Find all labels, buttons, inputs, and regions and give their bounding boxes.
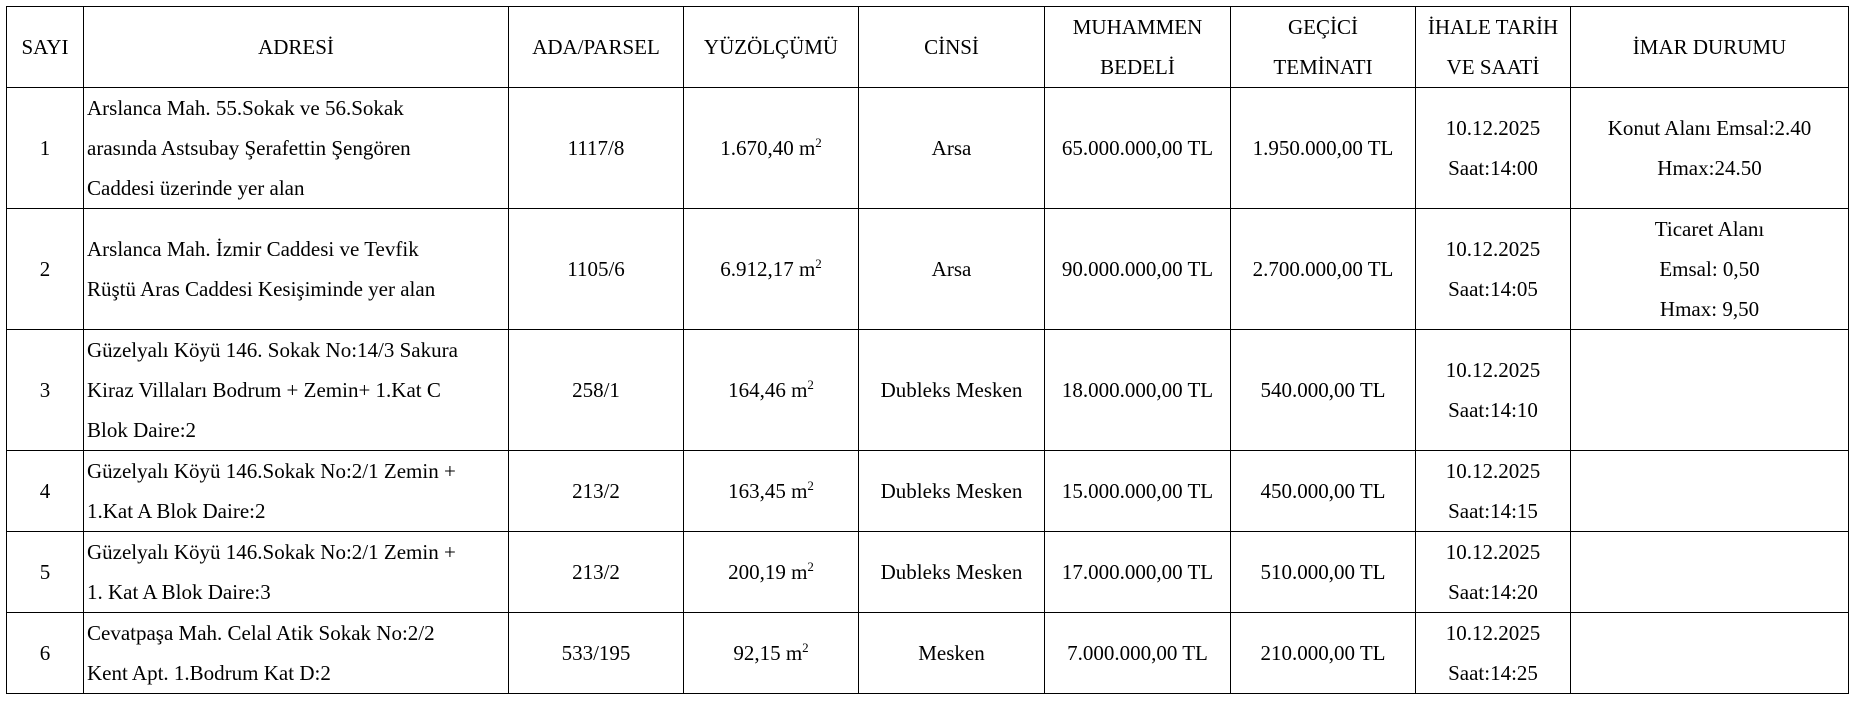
area-unit-exponent: 2 (807, 377, 814, 392)
cell-muhammen (1045, 451, 1231, 532)
adres-line: 1.Kat A Blok Daire:2 (87, 499, 266, 523)
area-unit: m (791, 560, 808, 584)
gecici-value: 510.000,00 TL (1260, 560, 1386, 584)
muhammen-value: 18.000.000,00 TL (1061, 378, 1214, 402)
ada-parsel-value: 213/2 (572, 560, 620, 584)
cinsi-value: Mesken (918, 641, 985, 665)
sayi-value: 5 (39, 560, 51, 584)
cell-sayi (7, 532, 84, 613)
table-row-2 (7, 209, 1849, 330)
cell-ihale (1416, 451, 1571, 532)
header-gecici-line-2: TEMİNATI (1273, 55, 1373, 79)
yuzolcumu-value: 92,15 (733, 641, 781, 665)
yuzolcumu-value: 164,46 (728, 378, 786, 402)
area-unit: m (791, 479, 808, 503)
ihale-tarih: 10.12.2025 (1445, 540, 1541, 564)
muhammen-value: 90.000.000,00 TL (1061, 257, 1214, 281)
sayi-value: 1 (39, 136, 51, 160)
yuzolcumu-value: 6.912,17 (720, 257, 794, 281)
cell-gecici (1231, 88, 1416, 209)
cinsi-value: Dubleks Mesken (880, 479, 1023, 503)
cell-cinsi (859, 613, 1045, 694)
table-body (7, 88, 1849, 694)
cell-adres (84, 613, 509, 694)
cell-adres (84, 209, 509, 330)
cell-ada-parsel (509, 451, 684, 532)
auction-table (6, 6, 1849, 694)
cinsi-value: Arsa (931, 257, 972, 281)
adres-line: Blok Daire:2 (87, 418, 197, 442)
ada-parsel-value: 258/1 (572, 378, 620, 402)
cell-imar (1571, 532, 1849, 613)
cell-muhammen (1045, 330, 1231, 451)
cell-ihale (1416, 613, 1571, 694)
imar-lines (1571, 108, 1848, 188)
yuzolcumu-value: 163,45 (728, 479, 786, 503)
cell-gecici (1231, 330, 1416, 451)
cell-yuzolcumu (684, 209, 859, 330)
header-ihale-line-2: VE SAATİ (1446, 55, 1540, 79)
area-unit-exponent: 2 (807, 478, 814, 493)
cell-ada-parsel (509, 88, 684, 209)
header-muhammen-line-2: BEDELİ (1100, 55, 1175, 79)
ihale-saat: Saat:14:15 (1448, 499, 1538, 523)
header-adresi: ADRESİ (84, 7, 509, 88)
area-unit-exponent: 2 (815, 256, 822, 271)
cell-cinsi (859, 330, 1045, 451)
ihale-tarih: 10.12.2025 (1445, 621, 1541, 645)
cell-sayi (7, 330, 84, 451)
table-row-3 (7, 330, 1849, 451)
gecici-value: 1.950.000,00 TL (1252, 136, 1394, 160)
muhammen-value: 7.000.000,00 TL (1067, 641, 1208, 665)
cell-muhammen (1045, 209, 1231, 330)
area-unit-exponent: 2 (802, 640, 809, 655)
header-gecici-teminati (1231, 7, 1416, 88)
cell-imar (1571, 330, 1849, 451)
gecici-value: 450.000,00 TL (1260, 479, 1386, 503)
table-row-6 (7, 613, 1849, 694)
header-row (7, 7, 1849, 88)
table-row-5 (7, 532, 1849, 613)
cell-adres (84, 532, 509, 613)
cell-cinsi (859, 451, 1045, 532)
cell-yuzolcumu (684, 330, 859, 451)
header-muhammen-line-1: MUHAMMEN (1072, 15, 1203, 39)
cell-ihale (1416, 532, 1571, 613)
cell-gecici (1231, 209, 1416, 330)
cell-ada-parsel (509, 532, 684, 613)
adres-line: Kiraz Villaları Bodrum + Zemin+ 1.Kat C (87, 378, 441, 402)
ada-parsel-value: 213/2 (572, 479, 620, 503)
auction-table-sheet (6, 6, 1849, 694)
header-ada-parsel: ADA/PARSEL (509, 7, 684, 88)
cell-muhammen (1045, 88, 1231, 209)
yuzolcumu-value: 200,19 (728, 560, 786, 584)
adres-line: Arslanca Mah. İzmir Caddesi ve Tevfik (87, 237, 419, 261)
gecici-value: 2.700.000,00 TL (1252, 257, 1394, 281)
cell-ihale (1416, 209, 1571, 330)
imar-line: Ticaret Alanı (1654, 217, 1765, 241)
cell-muhammen (1045, 613, 1231, 694)
adres-line: arasında Astsubay Şerafettin Şengören (87, 136, 411, 160)
sayi-value: 6 (39, 641, 51, 665)
cell-gecici (1231, 613, 1416, 694)
adres-lines (87, 330, 506, 450)
cell-adres (84, 451, 509, 532)
cell-yuzolcumu (684, 532, 859, 613)
cell-gecici (1231, 532, 1416, 613)
cell-ada-parsel (509, 613, 684, 694)
cinsi-value: Dubleks Mesken (880, 560, 1023, 584)
cell-gecici (1231, 451, 1416, 532)
ihale-saat: Saat:14:25 (1448, 661, 1538, 685)
cell-imar (1571, 88, 1849, 209)
muhammen-value: 15.000.000,00 TL (1061, 479, 1214, 503)
area-unit: m (785, 641, 803, 665)
cell-ihale (1416, 330, 1571, 451)
adres-lines (87, 88, 506, 208)
imar-line: Emsal: 0,50 (1659, 257, 1760, 281)
ihale-tarih: 10.12.2025 (1445, 358, 1541, 382)
cell-sayi (7, 451, 84, 532)
ihale-tarih: 10.12.2025 (1445, 116, 1541, 140)
cell-ihale (1416, 88, 1571, 209)
cell-cinsi (859, 532, 1045, 613)
cell-imar (1571, 451, 1849, 532)
yuzolcumu-value: 1.670,40 (720, 136, 794, 160)
cell-cinsi (859, 209, 1045, 330)
table-row-4 (7, 451, 1849, 532)
header-yuzolcumu: YÜZÖLÇÜMÜ (684, 7, 859, 88)
adres-line: Cevatpaşa Mah. Celal Atik Sokak No:2/2 (87, 621, 435, 645)
adres-lines (87, 451, 506, 531)
adres-line: Güzelyalı Köyü 146.Sokak No:2/1 Zemin + (87, 540, 456, 564)
adres-line: Güzelyalı Köyü 146. Sokak No:14/3 Sakura (87, 338, 458, 362)
header-imar-durumu: İMAR DURUMU (1571, 7, 1849, 88)
header-sayi: SAYI (7, 7, 84, 88)
imar-line: Hmax: 9,50 (1659, 297, 1760, 321)
adres-line: Kent Apt. 1.Bodrum Kat D:2 (87, 661, 331, 685)
cinsi-value: Arsa (931, 136, 972, 160)
cell-sayi (7, 209, 84, 330)
adres-lines (87, 613, 506, 693)
ada-parsel-value: 1105/6 (567, 257, 625, 281)
ihale-saat: Saat:14:20 (1448, 580, 1538, 604)
cell-adres (84, 88, 509, 209)
ihale-saat: Saat:14:10 (1448, 398, 1538, 422)
ada-parsel-value: 533/195 (561, 641, 631, 665)
cell-ada-parsel (509, 209, 684, 330)
cell-yuzolcumu (684, 613, 859, 694)
ihale-saat: Saat:14:05 (1448, 277, 1538, 301)
area-unit: m (791, 378, 808, 402)
muhammen-value: 17.000.000,00 TL (1061, 560, 1214, 584)
cell-imar (1571, 613, 1849, 694)
header-gecici-line-1: GEÇİCİ (1288, 15, 1358, 39)
adres-line: Arslanca Mah. 55.Sokak ve 56.Sokak (87, 96, 404, 120)
imar-line: Konut Alanı Emsal:2.40 (1607, 116, 1812, 140)
cell-sayi (7, 613, 84, 694)
gecici-value: 210.000,00 TL (1260, 641, 1386, 665)
adres-lines (87, 532, 506, 612)
table-row-1 (7, 88, 1849, 209)
adres-line: Rüştü Aras Caddesi Kesişiminde yer alan (87, 277, 436, 301)
cell-yuzolcumu (684, 451, 859, 532)
header-muhammen-bedeli (1045, 7, 1231, 88)
cell-muhammen (1045, 532, 1231, 613)
cell-adres (84, 330, 509, 451)
sayi-value: 4 (39, 479, 51, 503)
ihale-saat: Saat:14:00 (1448, 156, 1538, 180)
muhammen-value: 65.000.000,00 TL (1061, 136, 1214, 160)
ihale-tarih: 10.12.2025 (1445, 237, 1541, 261)
area-unit-exponent: 2 (815, 135, 822, 150)
cell-ada-parsel (509, 330, 684, 451)
adres-lines (87, 229, 506, 309)
ada-parsel-value: 1117/8 (567, 136, 625, 160)
cell-yuzolcumu (684, 88, 859, 209)
cell-cinsi (859, 88, 1045, 209)
adres-line: Güzelyalı Köyü 146.Sokak No:2/1 Zemin + (87, 459, 456, 483)
header-ihale-line-1: İHALE TARİH (1427, 15, 1559, 39)
sayi-value: 2 (39, 257, 51, 281)
imar-lines (1571, 209, 1848, 329)
area-unit: m (798, 136, 816, 160)
header-ihale-tarih-saati (1416, 7, 1571, 88)
cell-sayi (7, 88, 84, 209)
adres-line: Caddesi üzerinde yer alan (87, 176, 305, 200)
sayi-value: 3 (39, 378, 51, 402)
area-unit-exponent: 2 (807, 559, 814, 574)
ihale-tarih: 10.12.2025 (1445, 459, 1541, 483)
gecici-value: 540.000,00 TL (1260, 378, 1386, 402)
cinsi-value: Dubleks Mesken (880, 378, 1023, 402)
area-unit: m (798, 257, 816, 281)
adres-line: 1. Kat A Blok Daire:3 (87, 580, 271, 604)
header-cinsi: CİNSİ (859, 7, 1045, 88)
cell-imar (1571, 209, 1849, 330)
imar-line: Hmax:24.50 (1657, 156, 1762, 180)
